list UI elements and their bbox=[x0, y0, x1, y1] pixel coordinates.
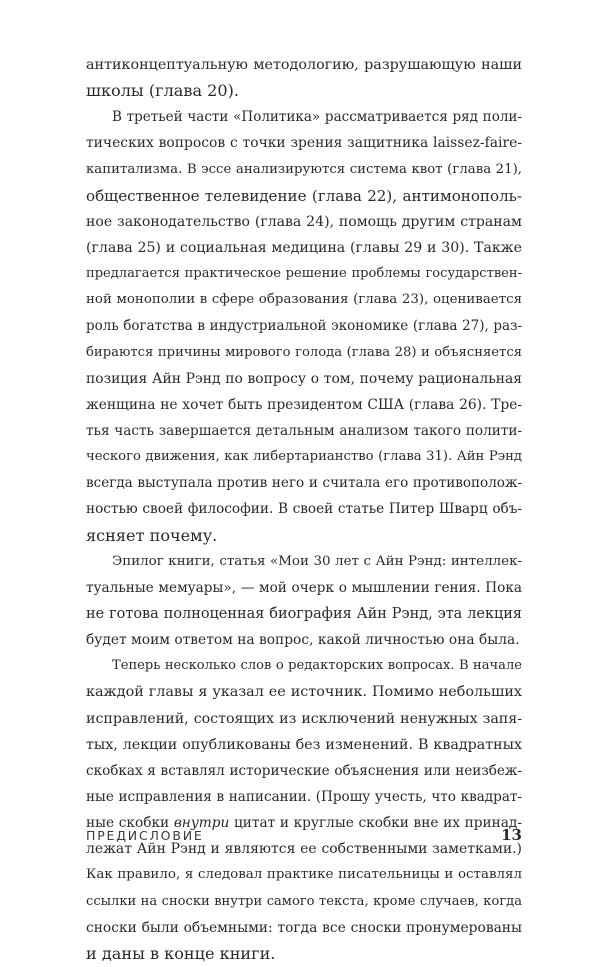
text-line: сноски были объемными: тогда все сноски пронумерованы bbox=[86, 919, 522, 936]
page-number: 13 bbox=[501, 826, 522, 844]
text-line: школы (глава 20). bbox=[86, 81, 240, 101]
text-line: позиция Айн Рэнд по вопросу о том, почему рациональная bbox=[86, 370, 522, 387]
paragraph bbox=[86, 653, 522, 967]
text-line: скобках я вставлял исторические объяснения или неизбеж- bbox=[86, 762, 522, 779]
text-line: каждой главы я указал ее источник. Помимо небольших bbox=[86, 684, 522, 701]
text-line: и даны в конце книги. bbox=[86, 943, 276, 963]
text-line: роль богатства в индустриальной экономике (глава 27), раз- bbox=[86, 318, 522, 335]
running-head: ПРЕДИСЛОВИЕ bbox=[86, 828, 204, 843]
text-line: всегда выступала против него и считала его противополож- bbox=[86, 475, 522, 492]
text-line: ные скобки внутри цитат и круглые скобки вне их принад- bbox=[86, 815, 522, 832]
text-line: женщина не хочет быть президентом США (глава 26). Тре- bbox=[86, 396, 522, 413]
text-line: тых, лекции опубликованы без изменений. В квадратных bbox=[86, 736, 522, 753]
text-line: ностью своей философии. В своей статье Питер Шварц объ- bbox=[86, 501, 522, 518]
emphasis: внутри bbox=[173, 815, 230, 832]
text-line: ной монополии в сфере образования (глава 23), оценивается bbox=[86, 292, 522, 308]
text-line: тья часть завершается детальным анализом такого полити- bbox=[86, 422, 522, 439]
text-line: капитализма. В эссе анализируются система квот (глава 21), bbox=[86, 161, 522, 177]
text-line: Эпилог книги, статья «Мои 30 лет с Айн Рэнд: интеллек- bbox=[112, 553, 522, 569]
text-line: будет моим ответом на вопрос, какой личностью она была. bbox=[86, 632, 520, 649]
text-line: общественное телевидение (глава 22), антимонополь- bbox=[86, 186, 522, 205]
text-line: тических вопросов с точки зрения защитника laissez-faire- bbox=[86, 135, 522, 152]
text-line: ческого движения, как либертарианство (глава 31). Айн Рэнд bbox=[86, 449, 522, 465]
text-line: не готова полноценная биография Айн Рэнд, эта лекция bbox=[86, 605, 522, 622]
text-line: (глава 25) и социальная медицина (главы 29 и 30). Также bbox=[86, 239, 522, 256]
text-line: лежат Айн Рэнд и являются ее собственными заметками.) bbox=[86, 841, 522, 858]
paragraph bbox=[86, 549, 522, 654]
text-line: ясняет почему. bbox=[86, 525, 218, 545]
text-line: В третьей части «Политика» рассматривается ряд поли- bbox=[112, 109, 522, 126]
text-line: ссылки на сноски внутри самого текста, кроме случаев, когда bbox=[86, 893, 522, 909]
paragraph bbox=[86, 52, 522, 104]
text-line: Теперь несколько слов о редакторских вопросах. В начале bbox=[112, 658, 522, 674]
text-line: Как правило, я следовал практике писательницы и оставлял bbox=[86, 867, 522, 883]
page-footer bbox=[86, 826, 522, 848]
text-line: туальные мемуары», — мой очерк о мышлении гения. Пока bbox=[86, 579, 522, 596]
text-line: бираются причины мирового голода (глава 28) и объясняется bbox=[86, 344, 522, 360]
text-line: ные исправления в написании. (Прошу учесть, что квадрат- bbox=[86, 788, 522, 805]
text-line: исправлений, состоящих из исключений ненужных запя- bbox=[86, 710, 522, 727]
text-line: предлагается практическое решение проблемы государствен- bbox=[86, 266, 522, 282]
text-line: ное законодательство (глава 24), помощь другим странам bbox=[86, 213, 522, 230]
paragraph bbox=[86, 104, 522, 548]
text-line: антиконцептуальную методологию, разрушающую наши bbox=[86, 57, 522, 73]
